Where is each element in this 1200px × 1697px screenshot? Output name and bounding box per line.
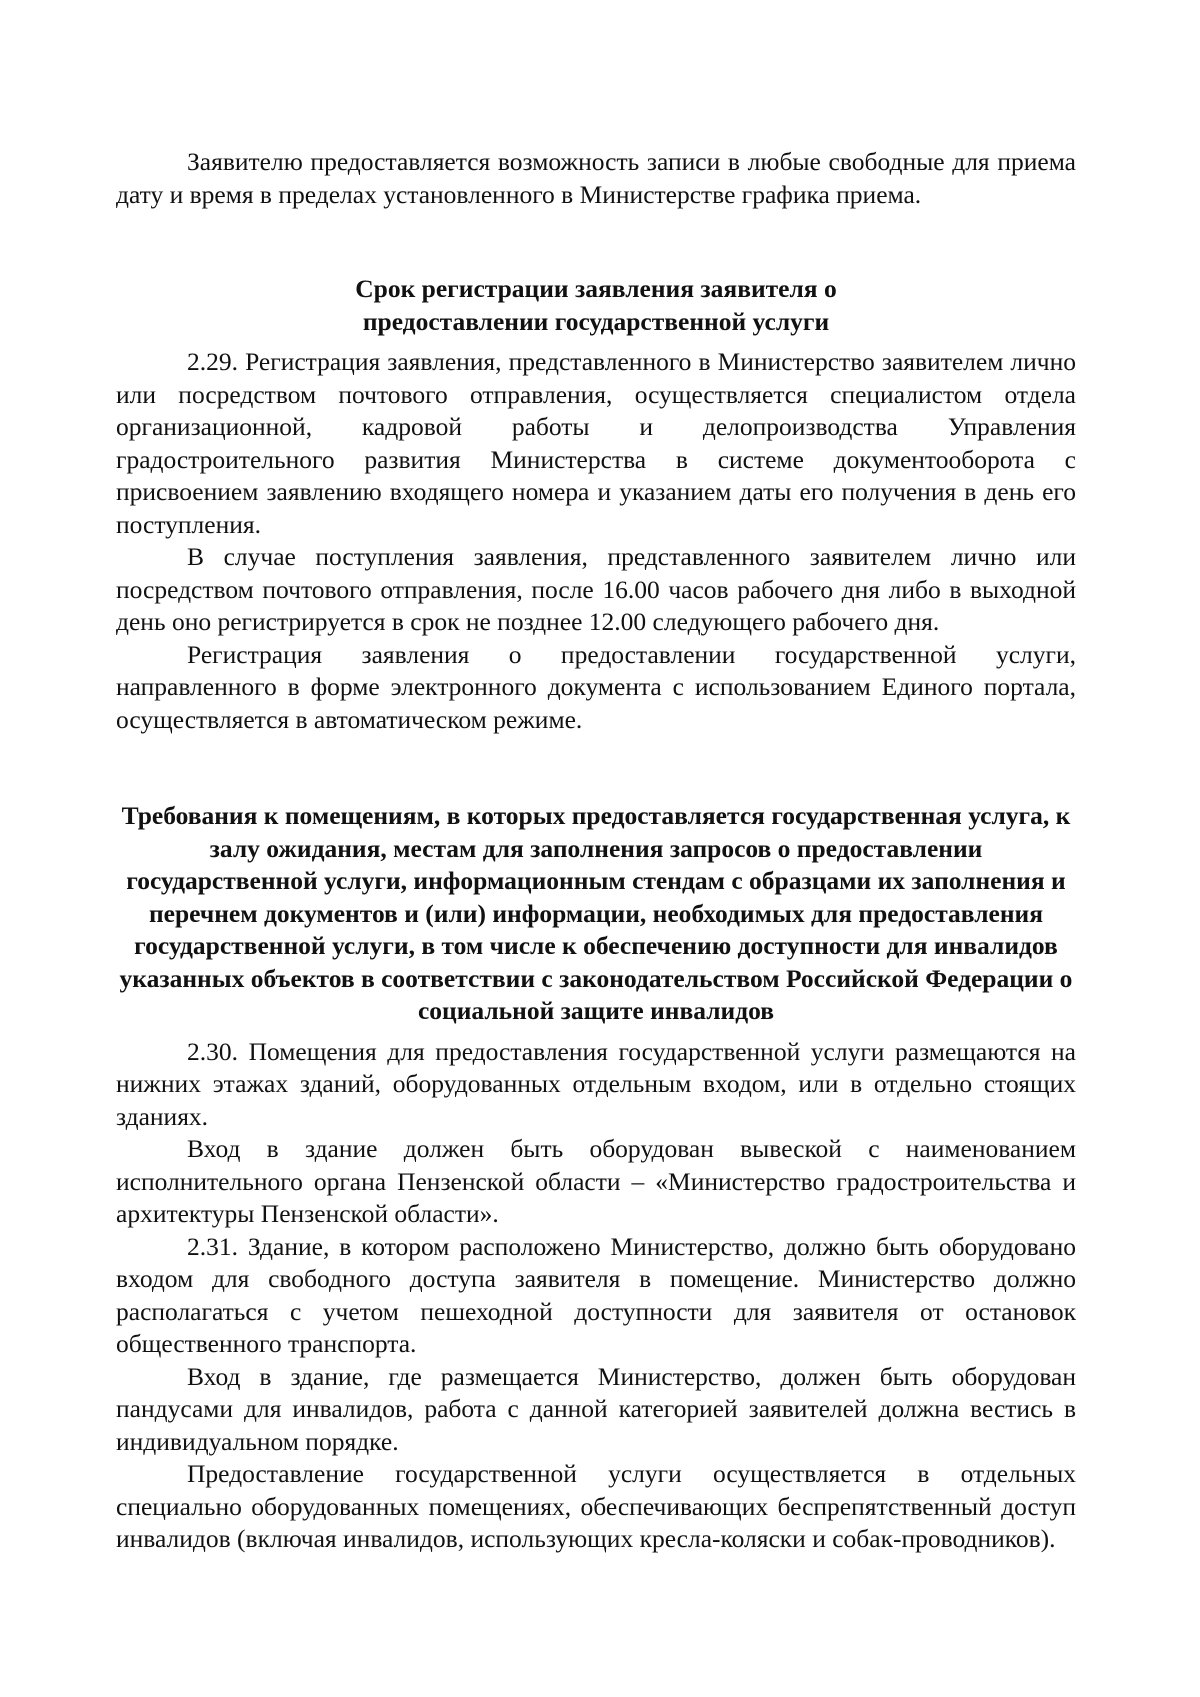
- paragraph-entrance-sign: Вход в здание должен быть оборудован вывеской с наименованием исполнительного органа Пензенской области – «Министерство градостроительства и архитектуры Пензенской области».: [116, 1134, 1076, 1228]
- paragraph-intro: Заявителю предоставляется возможность записи в любые свободные для приема дату и время в пределах установленного в Министерстве графика приема.: [116, 147, 1076, 209]
- document-page: [116, 146, 1076, 1556]
- paragraph-2-31: 2.31. Здание, в котором расположено Министерство, должно быть оборудовано входом для свободного доступа заявителя в помещение. Министерство должно располагаться с учетом пешеходной доступности для заявителя от остановок общественного транспорта.: [116, 1231, 1076, 1358]
- spacer: [116, 211, 1076, 273]
- paragraph-ramps: Вход в здание, где размещается Министерство, должен быть оборудован пандусами для инвалидов, работа с данной категорией заявителей должна вестись в индивидуальном порядке.: [116, 1361, 1076, 1456]
- paragraph-special-premises: Предоставление государственной услуги осуществляется в отдельных специально оборудованных помещениях, обеспечивающих беспрепятственный доступ инвалидов (включая инвалидов, использующих кресла-коляски и собак-проводников).: [116, 1459, 1076, 1553]
- spacer: [116, 338, 1076, 346]
- heading-premises-requirements: Требования к помещениям, в которых предоставляется государственная услуга, к залу ожидания, местам для заполнения запросов о предоставлении государственной услуги, информационным стендам с образцами их заполнения и перечнем документов и (или) информации, необходимых для предоставления государственной услуги, в том числе к обеспечению доступности для инвалидов указанных объектов в соответствии с законодательством Российской Федерации о социальной защите инвалидов: [119, 801, 1073, 1025]
- paragraph-late-receipt: В случае поступления заявления, представленного заявителем лично или посредством почтового отправления, после 16.00 часов рабочего дня либо в выходной день оно регистрируется в срок не позднее 12.00 следующего рабочего дня.: [116, 542, 1076, 636]
- spacer: [116, 736, 1076, 800]
- paragraph-2-29: 2.29. Регистрация заявления, представленного в Министерство заявителем лично или посредством почтового отправления, осуществляется специалистом отдела организационной, кадровой работы и делопроизводства Управления градостроительного развития Министерства в системе документооборота с присвоением заявлению входящего номера и указанием даты его получения в день его поступления.: [116, 347, 1076, 539]
- paragraph-2-30: 2.30. Помещения для предоставления государственной услуги размещаются на нижних этажах зданий, оборудованных отдельным входом, или в отдельно стоящих зданиях.: [116, 1036, 1076, 1131]
- heading-registration-term: Срок регистрации заявления заявителя о предоставлении государственной услуги: [355, 274, 837, 336]
- spacer: [116, 1028, 1076, 1036]
- paragraph-electronic-registration: Регистрация заявления о предоставлении государственной услуги, направленного в форме электронного документа с использованием Единого портала, осуществляется в автоматическом режиме.: [116, 639, 1076, 734]
